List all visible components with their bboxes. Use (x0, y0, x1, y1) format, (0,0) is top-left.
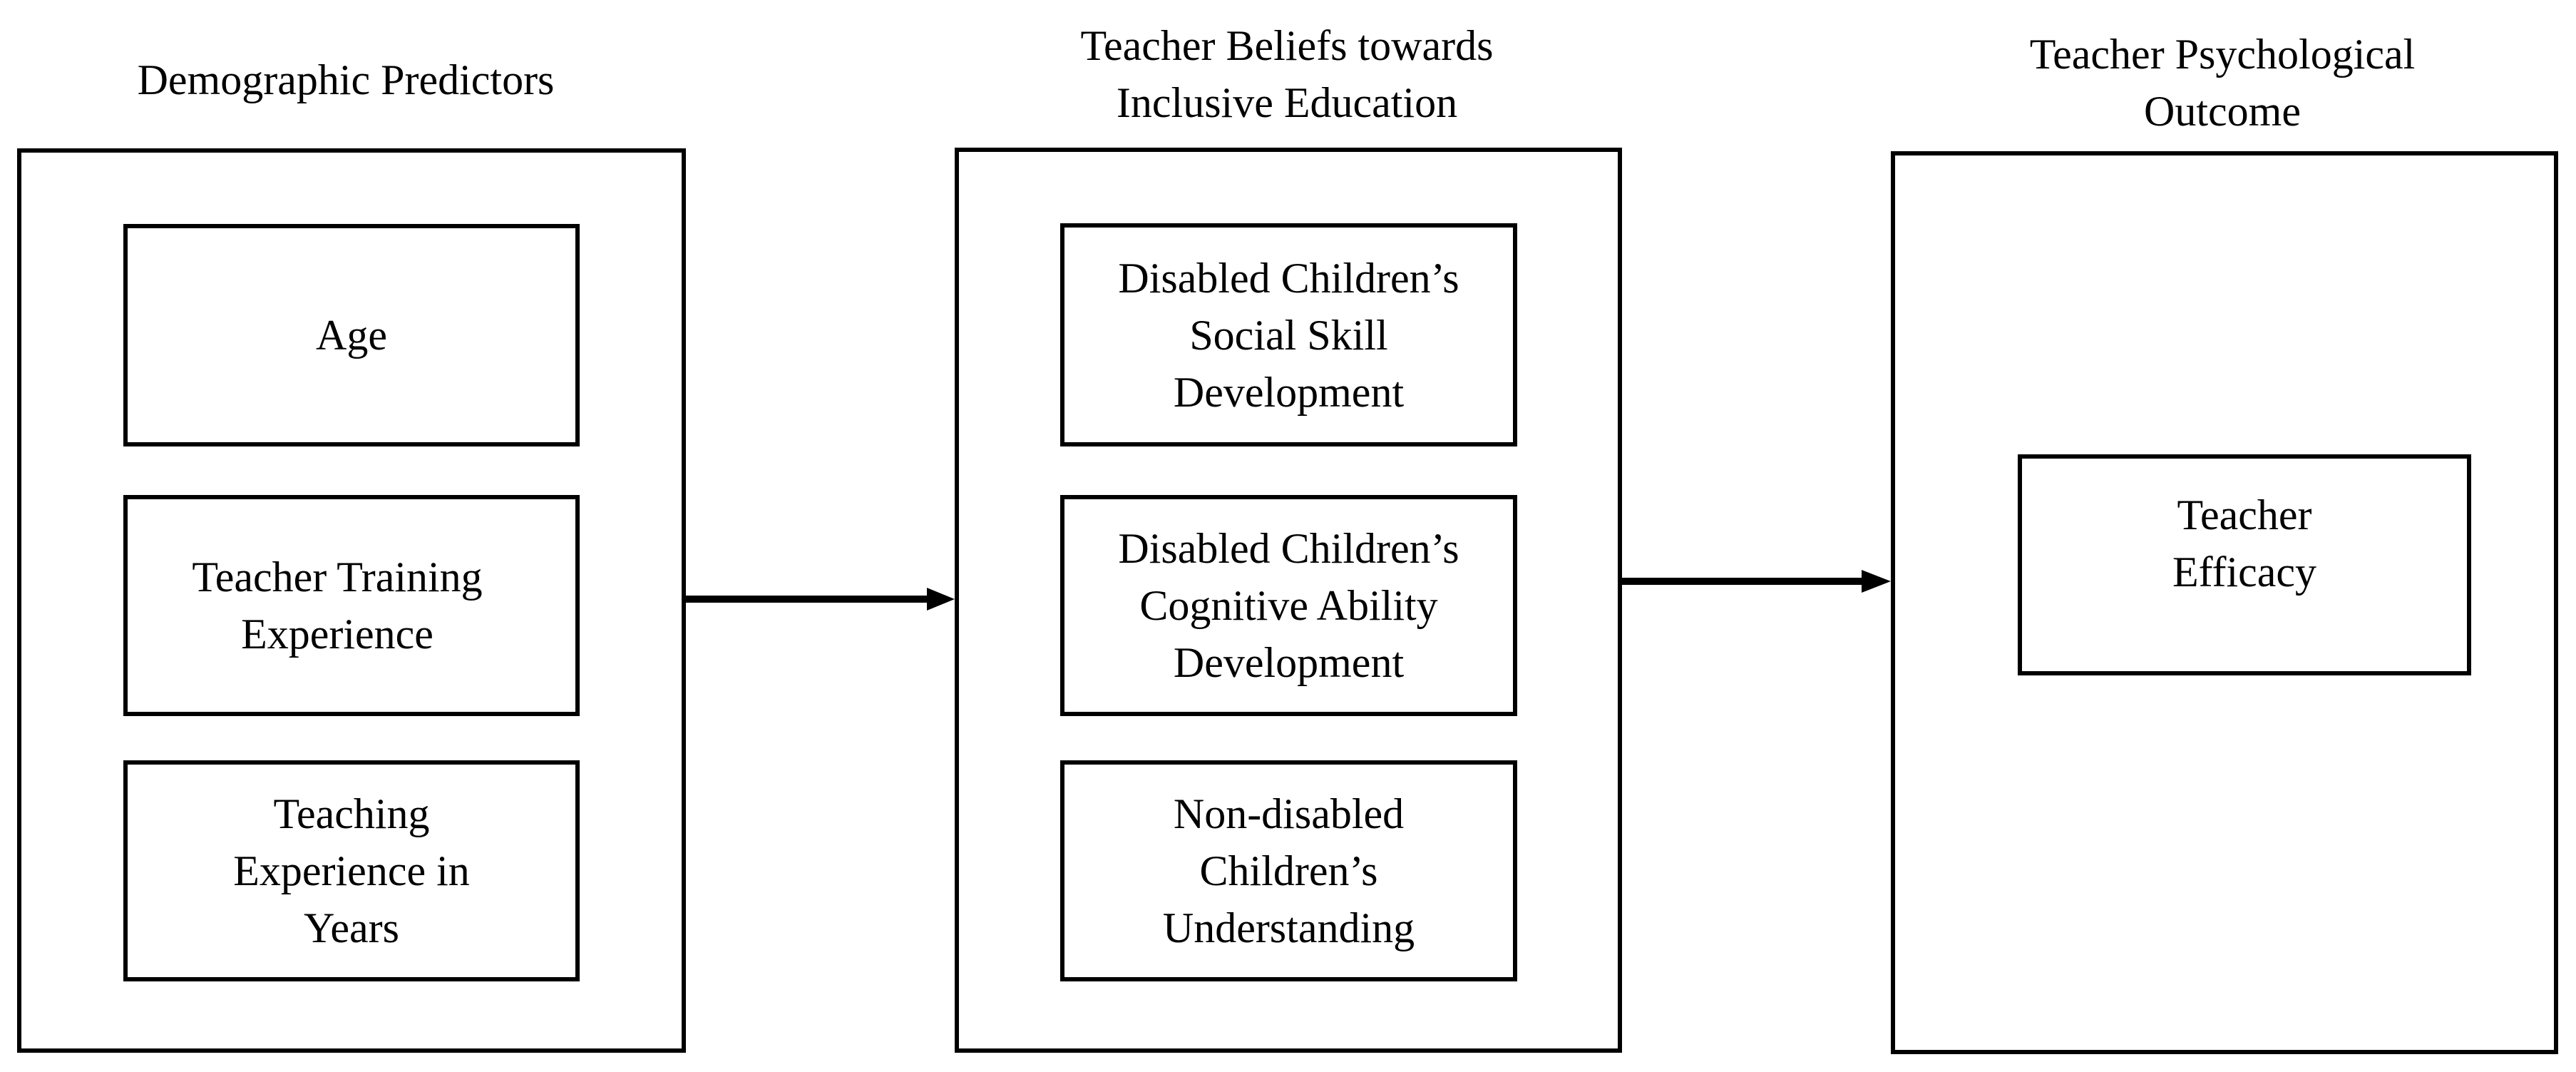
social-skill-development-label: Disabled Children’s Social Skill Development (1118, 254, 1459, 416)
non-disabled-understanding-box (1060, 760, 1517, 981)
social-skill-development-box (1060, 223, 1517, 446)
teacher-training-experience-box (123, 495, 580, 716)
arrow-demographics-to-beliefs (686, 578, 957, 621)
non-disabled-understanding-label: Non-disabled Children’s Understanding (1162, 790, 1415, 951)
teacher-efficacy-box (2018, 454, 2471, 675)
age-box (123, 224, 580, 446)
teacher-psychological-outcome-title: Teacher Psychological Outcome (2029, 31, 2416, 135)
teacher-efficacy-label: Teacher Efficacy (2172, 491, 2317, 596)
age-label: Age (316, 312, 387, 359)
teaching-experience-years-box (123, 760, 580, 981)
arrow-1-head (927, 588, 955, 611)
cognitive-ability-development-box (1060, 495, 1517, 716)
teacher-beliefs-title: Teacher Beliefs towards Inclusive Education (1080, 22, 1494, 126)
teaching-experience-years-label: Teaching Experience in Years (233, 790, 470, 951)
teacher-training-experience-label: Teacher Training Experience (192, 553, 483, 658)
arrow-beliefs-to-outcome (1622, 560, 1893, 603)
demographic-predictors-title: Demographic Predictors (137, 56, 555, 103)
cognitive-ability-development-label: Disabled Children’s Cognitive Ability Development (1118, 525, 1459, 686)
arrow-2-head (1862, 570, 1891, 593)
